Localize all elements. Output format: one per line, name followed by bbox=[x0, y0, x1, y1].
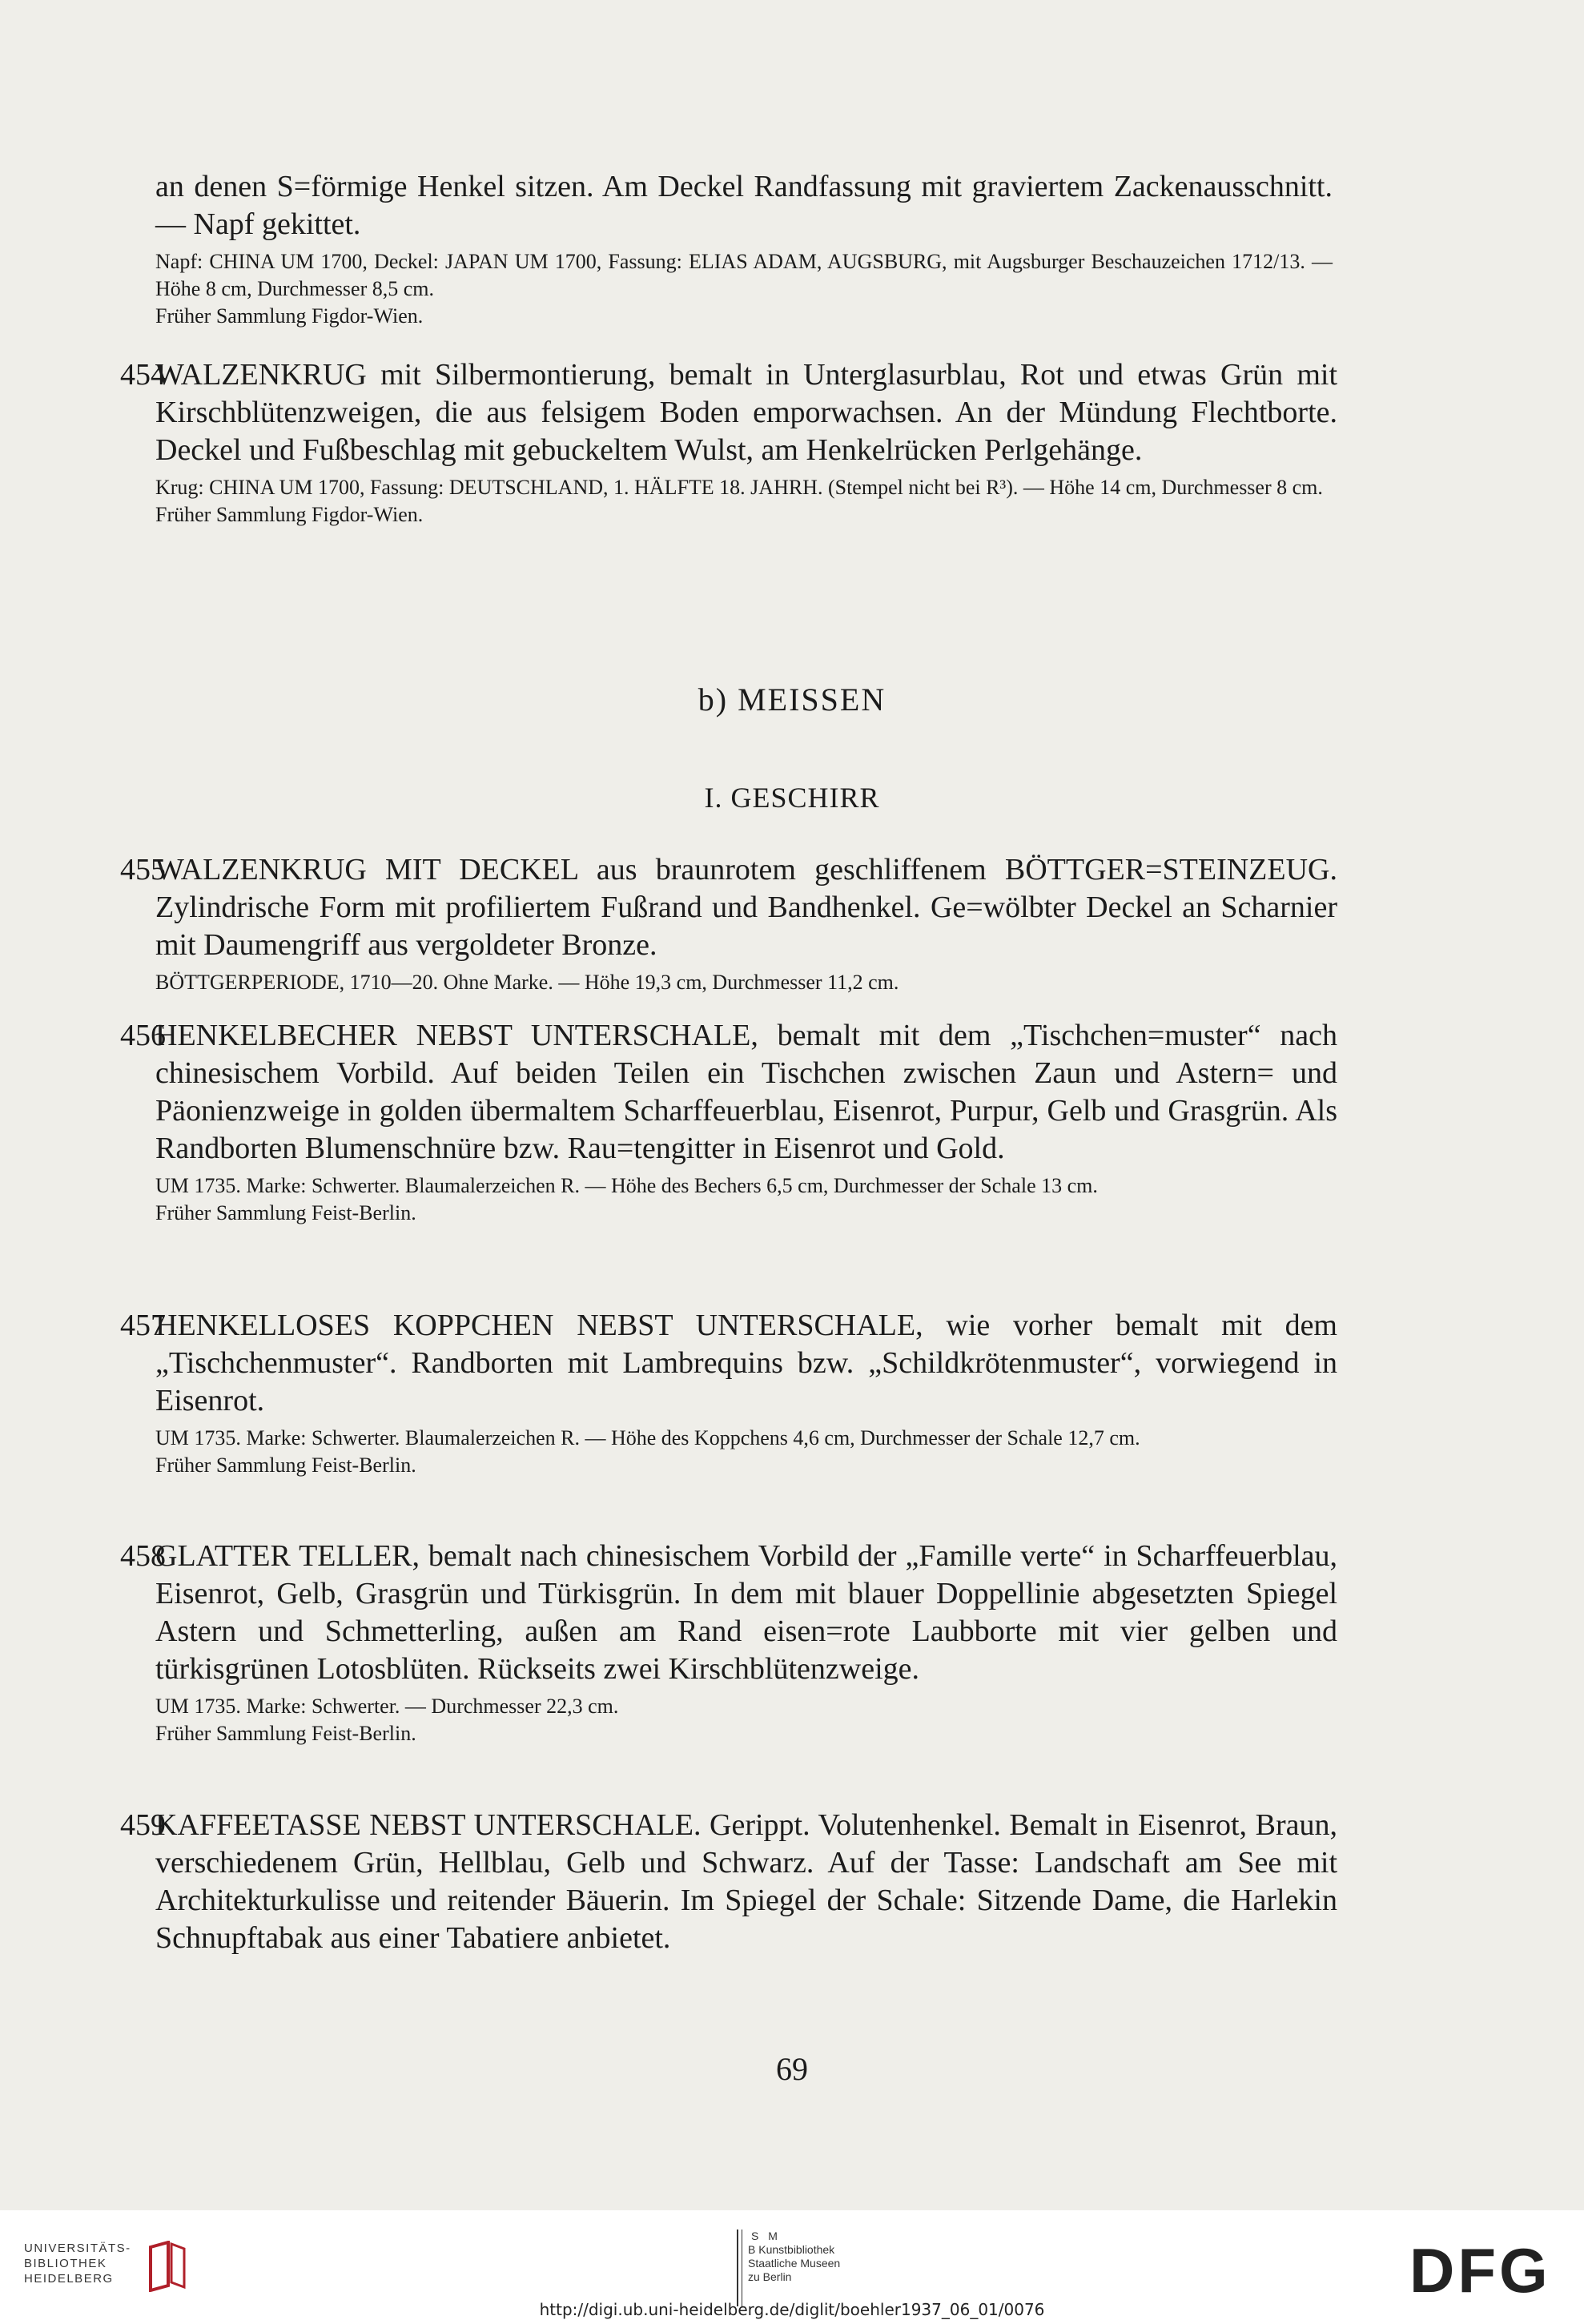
entry-details: Krug: CHINA UM 1700, Fassung: DEUTSCHLAND, 1. HÄLFTE 18. JAHRH. (Stempel nicht bei R³). — Höhe 14 cm, Durchmesser 8 cm. bbox=[155, 476, 1323, 499]
entry-details: UM 1735. Marke: Schwerter. Blaumalerzeichen R. — Höhe des Bechers 6,5 cm, Durchmesser der Schale 13 cm. bbox=[155, 1174, 1098, 1197]
catalog-entry-456 bbox=[120, 1017, 1337, 1227]
entry-provenance: Früher Sammlung Feist-Berlin. bbox=[155, 1722, 416, 1745]
dfg-logo[interactable]: DFG bbox=[1409, 2235, 1551, 2306]
section-heading: b) MEISSEN bbox=[698, 682, 886, 718]
page-number: 69 bbox=[776, 2051, 808, 2087]
catalog-entry-455 bbox=[120, 851, 1337, 996]
logo-line-1: B Kunstbibliothek bbox=[748, 2243, 835, 2256]
entry-description: KAFFEETASSE NEBST UNTERSCHALE. Gerippt. Volutenhenkel. Bemalt in Eisenrot, Braun, verschiedenem Grün, Hellblau, Gelb und Schwarz. Auf der Tasse: Landschaft am See mit Architekturkulisse und reitender Bäuerin. Im Spiegel der Schale: Sitzende Dame, die Harlekin Schnupftabak aus einer Tabatiere anbietet. bbox=[155, 1808, 1337, 1955]
entry-description: WALZENKRUG MIT DECKEL aus braunrotem geschliffenem BÖTTGER=STEINZEUG. Zylindrische Form mit profiliertem Fußrand und Bandhenkel. Ge=wölbter Deckel an Scharnier mit Daumengriff aus vergoldeter Bronze. bbox=[155, 853, 1337, 962]
entry-number: 457 bbox=[120, 1309, 166, 1342]
entry-details: BÖTTGERPERIODE, 1710—20. Ohne Marke. — Höhe 19,3 cm, Durchmesser 11,2 cm. bbox=[155, 971, 899, 994]
catalog-entry-454 bbox=[120, 356, 1337, 529]
library-emblem-icon bbox=[136, 2241, 216, 2292]
entry-number: 454 bbox=[120, 358, 166, 392]
entry-description: HENKELLOSES KOPPCHEN NEBST UNTERSCHALE, wie vorher bemalt mit dem „Tischchenmuster“. Randborten mit Lambrequins bzw. „Schildkrötenmuster“, vorwiegend in Eisenrot. bbox=[155, 1309, 1337, 1417]
intro-note: Napf: CHINA UM 1700, Deckel: JAPAN UM 1700, Fassung: ELIAS ADAM, AUGSBURG, mit Augsburger Beschauzeichen 1712/13. — Höhe 8 cm, Durchmesser 8,5 cm. bbox=[155, 250, 1333, 300]
logo-line-3: zu Berlin bbox=[748, 2270, 792, 2283]
entry-provenance: Früher Sammlung Feist-Berlin. bbox=[155, 1454, 416, 1477]
entry-description: GLATTER TELLER, bemalt nach chinesischem Vorbild der „Famille verte“ in Scharffeuerblau, Eisenrot, Gelb, Grasgrün und Türkisgrün. In dem mit blauer Doppellinie abgesetzten Spiegel Astern und Schmetterling, außen am Rand eisen=rote Laubborte mit vier gelben und türkisgrünen Lotosblüten. Rückseits zwei Kirschblütenzweige. bbox=[155, 1539, 1337, 1686]
catalog-entry-458 bbox=[120, 1538, 1337, 1747]
logo-line-2: Staatliche Museen bbox=[748, 2257, 841, 2270]
library-name: UNIVERSITÄTS- BIBLIOTHEK HEIDELBERG bbox=[24, 2242, 131, 2286]
entry-details: UM 1735. Marke: Schwerter. Blaumalerzeichen R. — Höhe des Koppchens 4,6 cm, Durchmesser der Schale 12,7 cm. bbox=[155, 1426, 1140, 1449]
intro-continuation bbox=[155, 168, 1333, 330]
logo-initials: S M bbox=[751, 2230, 781, 2242]
intro-provenance: Früher Sammlung Figdor-Wien. bbox=[155, 304, 424, 328]
catalog-entry-457 bbox=[120, 1307, 1337, 1479]
entry-provenance: Früher Sammlung Figdor-Wien. bbox=[155, 503, 424, 526]
subsection-heading: I. GESCHIRR bbox=[704, 782, 880, 814]
kunstbibliothek-logo[interactable] bbox=[737, 2230, 865, 2284]
heidelberg-library-logo[interactable] bbox=[24, 2241, 224, 2305]
catalog-entry-459 bbox=[120, 1807, 1337, 1957]
entry-description: WALZENKRUG mit Silbermontierung, bemalt in Unterglasurblau, Rot und etwas Grün mit Kirschblütenzweigen, die aus felsigem Boden emporwachsen. An der Mündung Flechtborte. Deckel und Fußbeschlag mit gebuckeltem Wulst, am Henkelrücken Perlgehänge. bbox=[155, 358, 1337, 467]
entry-details: UM 1735. Marke: Schwerter. — Durchmesser 22,3 cm. bbox=[155, 1695, 619, 1718]
entry-number: 456 bbox=[120, 1019, 166, 1052]
entry-provenance: Früher Sammlung Feist-Berlin. bbox=[155, 1201, 416, 1224]
digitization-footer bbox=[0, 2210, 1584, 2324]
page-url-link[interactable]: http://digi.ub.uni-heidelberg.de/diglit/boehler1937_06_01/0076 bbox=[539, 2300, 1045, 2319]
logo-rule bbox=[737, 2230, 738, 2306]
intro-text: an denen S=förmige Henkel sitzen. Am Deckel Randfassung mit graviertem Zackenausschnitt. — Napf gekittet. bbox=[155, 170, 1333, 241]
entry-description: HENKELBECHER NEBST UNTERSCHALE, bemalt mit dem „Tischchen=muster“ nach chinesischem Vorbild. Auf beiden Teilen ein Tischchen zwischen Zaun und Astern= und Päonienzweige in golden übermaltem Scharffeuerblau, Eisenrot, Purpur, Gelb und Grasgrün. Als Randborten Blumenschnüre bzw. Rau=tengitter in Eisenrot und Gold. bbox=[155, 1019, 1337, 1165]
entry-number: 458 bbox=[120, 1539, 166, 1573]
entry-number: 459 bbox=[120, 1808, 166, 1842]
entry-number: 455 bbox=[120, 853, 166, 887]
